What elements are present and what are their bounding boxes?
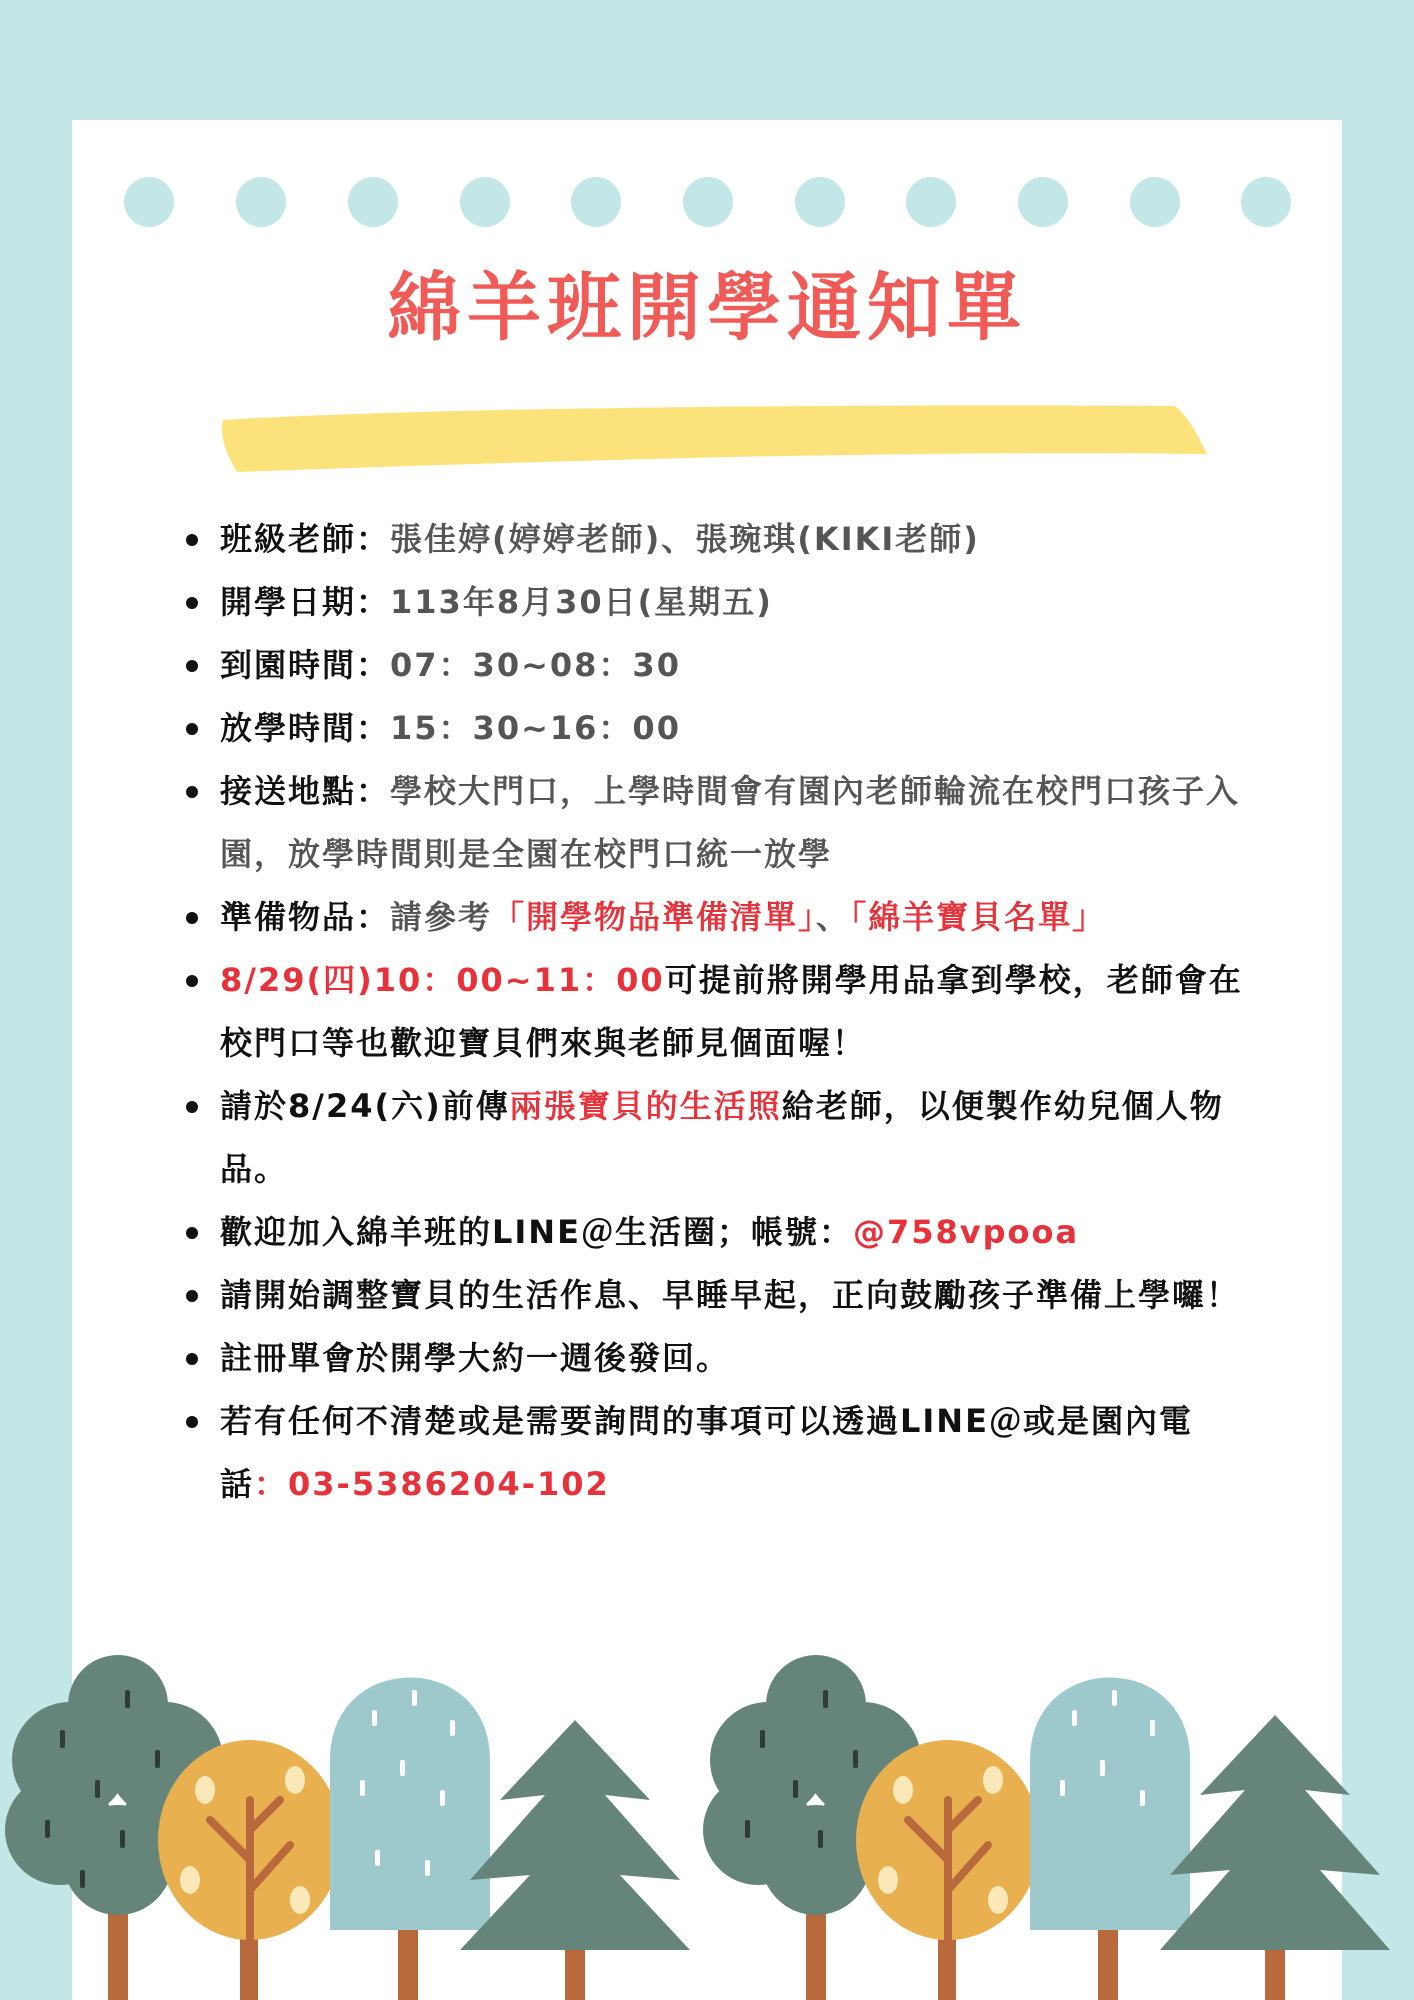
list-item-line-group — [180, 1201, 1260, 1264]
item-text: 請開始調整寶貝的生活作息、早睡早起，正向鼓勵孩子準備上學囉！ — [220, 1276, 1241, 1314]
list-item-dismissal-time — [180, 697, 1260, 760]
item-suffix: 給老師，以便製作幼兒個人物品。 — [220, 1087, 1224, 1188]
tree-blue-right — [1030, 1678, 1190, 2000]
list-item-start-date — [180, 571, 1260, 634]
highlight-brush-stroke — [215, 400, 1210, 480]
list-item-photos — [180, 1075, 1260, 1201]
list-item-early-dropoff — [180, 949, 1260, 1075]
tree-blue-left — [330, 1678, 490, 2000]
supplies-list-link: 「開學物品準備清單」 — [492, 898, 817, 936]
list-item-registration — [180, 1327, 1260, 1390]
list-item-routine — [180, 1264, 1260, 1327]
line-account: @758vpooa — [852, 1213, 1080, 1251]
page-title: 綿羊班開學通知單 — [387, 265, 1027, 351]
list-item-arrival-time — [180, 634, 1260, 697]
item-value: 113年8月30日(星期五) — [390, 583, 773, 621]
item-value: 15：30~16：00 — [390, 709, 681, 747]
list-item-contact — [180, 1390, 1260, 1516]
list-item-pickup-location — [180, 760, 1260, 886]
item-text: 若有任何不清楚或是需要詢問的事項可以透過LINE＠或是園內電話 — [220, 1402, 1193, 1503]
list-item-supplies — [180, 886, 1260, 949]
item-highlight: 8/29(四)10：00~11：00 — [220, 961, 665, 999]
pine-tree-right — [1160, 1715, 1390, 2000]
tree-orange-right — [856, 1740, 1040, 2000]
item-value: 張佳婷(婷婷老師)、張琬琪(KIKI老師) — [390, 520, 980, 558]
item-label: 到園時間： — [220, 646, 391, 684]
item-prefix: 請於8/24(六)前傳 — [220, 1087, 510, 1125]
phone-number: ：03-5386204-102 — [254, 1465, 610, 1503]
item-label: 班級老師： — [220, 520, 391, 558]
item-text: 可提前將開學用品拿到學校，老師會在校門口等也歡迎寶貝們來與老師見個面喔！ — [220, 961, 1243, 1062]
item-label: 開學日期： — [220, 583, 391, 621]
item-value: 學校大門口，上學時間會有園內老師輪流在校門口孩子入園，放學時間則是全園在校門口統一放學 — [220, 772, 1241, 873]
item-highlight: 兩張寶貝的生活照 — [509, 1087, 782, 1125]
item-value: 07：30~08：30 — [390, 646, 681, 684]
student-list-link: 「綿羊寶貝名單」 — [850, 898, 1107, 936]
pine-tree-left — [460, 1720, 690, 2000]
item-label: 接送地點： — [220, 772, 391, 810]
item-separator: 、 — [816, 898, 851, 936]
item-text: 歡迎加入綿羊班的LINE＠生活圈；帳號： — [220, 1213, 853, 1251]
tree-orange-left — [158, 1740, 342, 2000]
item-prefix: 請參考 — [390, 898, 493, 936]
notice-list — [180, 508, 1260, 1516]
forest-illustration — [0, 1630, 1414, 2000]
list-item-teachers — [180, 508, 1260, 571]
item-label: 準備物品： — [220, 898, 391, 936]
item-label: 放學時間： — [220, 709, 391, 747]
item-text: 註冊單會於開學大約一週後發回。 — [220, 1339, 731, 1377]
